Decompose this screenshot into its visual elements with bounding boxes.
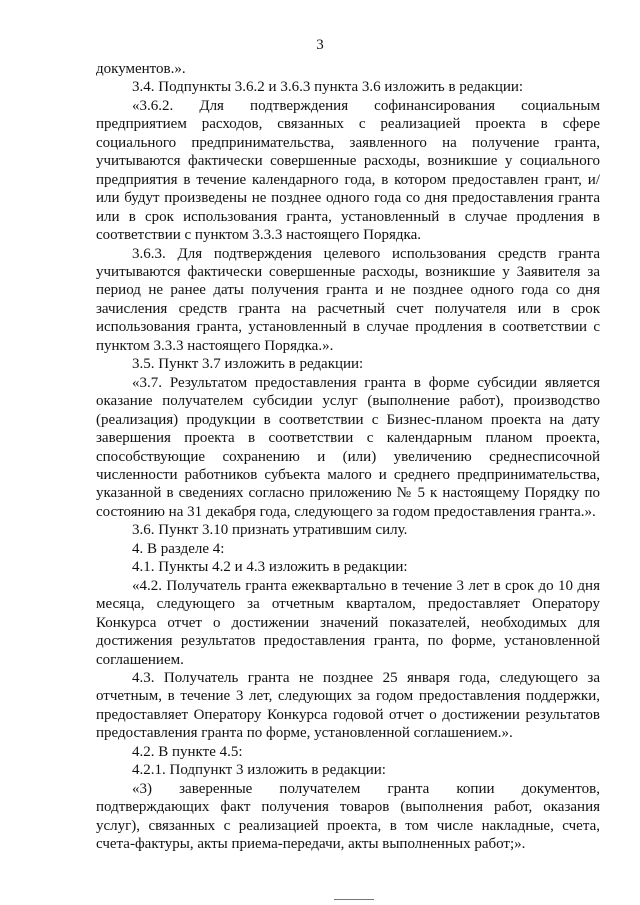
margin-scan-mark <box>627 790 635 830</box>
document-body <box>96 60 600 853</box>
paragraph-3: 3.6.3. Для подтверждения целевого использования средств гранта учитываются фактически совершенные расходы, возникшие у Заявителя за период не ранее даты получения гранта и не позднее одного года со дня зачисления средств гранта на расчетный счет получателя или в срок использования гранта, установленный в случае продления в соответствии с пунктом 3.3.3 настоящего Порядка.». <box>96 245 600 354</box>
paragraph-1: 3.4. Подпункты 3.6.2 и 3.6.3 пункта 3.6 изложить в редакции: <box>132 79 524 96</box>
paragraph-0: документов.». <box>96 61 186 77</box>
paragraph-7: 4. В разделе 4: <box>132 540 225 557</box>
paragraph-6: 3.6. Пункт 3.10 признать утратившим силу. <box>132 522 408 539</box>
paragraph-13: «3) заверенные получателем гранта копии документов, подтверждающих факт получения товаров (выполнения работ, оказания услуг), связанных с реализацией проекта, в том числе накладные, счета, счета-фактуры, акты приема-передачи, акты выполненных работ;». <box>96 780 600 853</box>
paragraph-10: 4.3. Получатель гранта не позднее 25 января года, следующего за отчетным, в течение 3 лет, следующих за годом предоставления поддержки, предоставляет Оператору Конкурса годовой отчет о достижении результатов предоставления гранта по форме, установленной соглашением.». <box>96 669 600 742</box>
paragraph-5: «3.7. Результатом предоставления гранта в форме субсидии является оказание получателем субсидии услуг (выполнение работ), производство (реализация) продукции в соответствии с Бизнес-планом проекта на дату завершения проекта в соответствии с календарным планом проекта, способствующие сохранению и (или) увеличению среднесписочной численности работников субъекта малого и среднего предпринимательства, указанной в сведениях согласно приложению № 5 к настоящему Порядку по состоянию на 31 декабря года, следующего за годом предоставления гранта.». <box>96 374 600 520</box>
paragraph-2: «3.6.2. Для подтверждения софинансирования социальным предприятием расходов, связанных с реализацией проекта в сфере социального предпринимательства, заявленного на получение гранта, учитываются фактически совершенные расходы, возникшие у социального предприятия в течение календарного года, в котором предоставлен грант, и/или будут произведены не позднее одного года со дня предоставления гранта или в срок использования гранта, установленный в случае продления в соответствии с пунктом 3.3.3 настоящего Порядка. <box>96 97 600 244</box>
paragraph-4: 3.5. Пункт 3.7 изложить в редакции: <box>132 356 364 373</box>
page-number: 3 <box>316 37 324 53</box>
page-footer-line <box>334 899 374 902</box>
paragraph-12: 4.2.1. Подпункт 3 изложить в редакции: <box>132 762 386 779</box>
paragraph-9: «4.2. Получатель гранта ежеквартально в течение 3 лет в срок до 10 дня месяца, следующего за отчетным кварталом, предоставляет Оператору Конкурса отчет о достижении значений показателей, необходимых для достижения результатов предоставления гранта, по форме, установленной соглашением. <box>96 577 600 668</box>
paragraph-11: 4.2. В пункте 4.5: <box>132 743 243 760</box>
paragraph-8: 4.1. Пункты 4.2 и 4.3 изложить в редакции: <box>132 559 408 576</box>
